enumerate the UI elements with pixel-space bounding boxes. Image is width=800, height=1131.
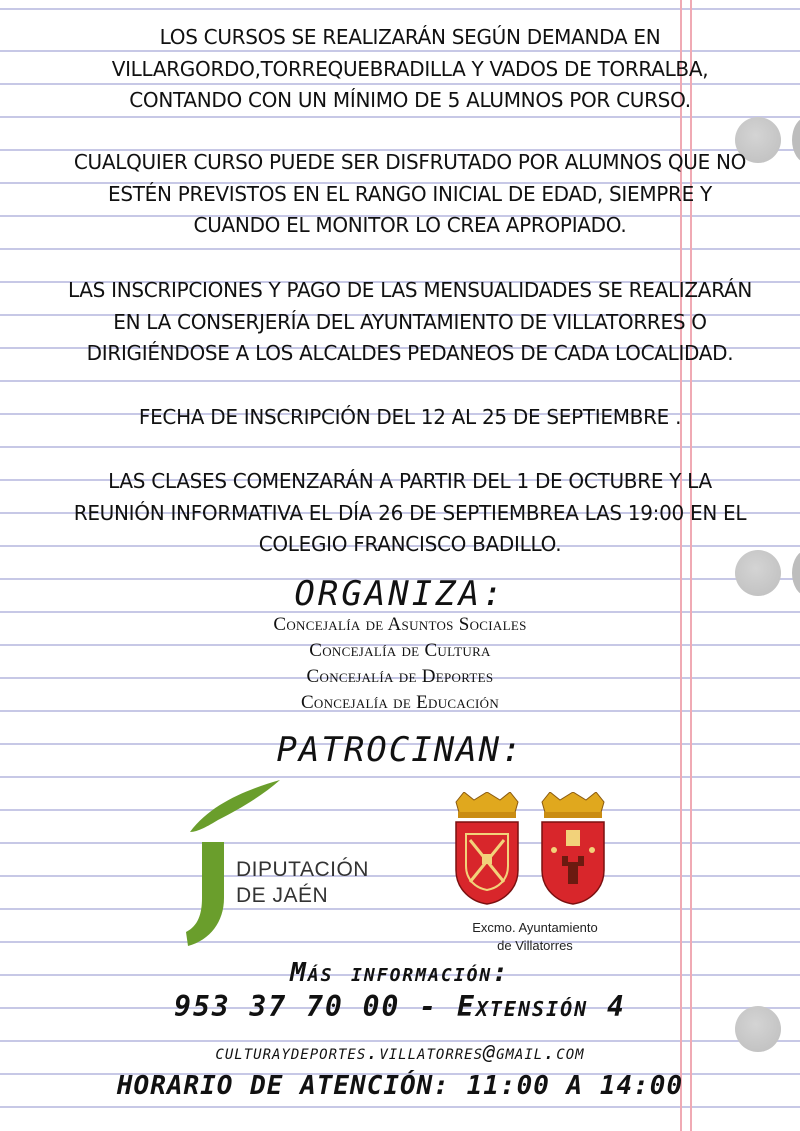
organizer-item: Concejalía de Deportes	[306, 666, 494, 687]
paragraph-registration-dates	[60, 402, 760, 434]
paragraph-line: LAS CLASES COMENZARÁN A PARTIR DEL 1 DE OCTUBRE Y LA	[108, 469, 712, 493]
organizers-list	[0, 612, 800, 716]
contact-email: culturaydeportes.villatorres@gmail.com	[215, 1040, 585, 1064]
organizer-item: Concejalía de Cultura	[309, 640, 491, 661]
organizer-item: Concejalía de Educación	[300, 692, 500, 713]
villatorres-shield-left	[452, 792, 522, 907]
paragraph-line: CONTANDO CON UN MÍNIMO DE 5 ALUMNOS POR CURSO.	[129, 88, 691, 112]
paragraph-age-range	[60, 147, 760, 242]
paragraph-line: CUALQUIER CURSO PUEDE SER DISFRUTADO POR ALUMNOS QUE NO	[73, 150, 747, 174]
more-info-heading: Más información:	[290, 958, 510, 988]
diputacion-name-line1: DIPUTACIÓN	[236, 858, 369, 881]
villatorres-shield-right	[538, 792, 608, 907]
paragraph-line: CUANDO EL MONITOR LO CREA APROPIADO.	[193, 213, 627, 237]
ayuntamiento-name-line1: Excmo. Ayuntamiento	[472, 920, 598, 935]
organizer-item: Concejalía de Asuntos Sociales	[273, 614, 527, 635]
paragraph-line: ESTÉN PREVISTOS EN EL RANGO INICIAL DE EDAD, SIEMPRE Y	[108, 181, 712, 206]
paragraph-line: FECHA DE INSCRIPCIÓN DEL 12 AL 25 DE SEPTIEMBRE .	[138, 405, 682, 429]
logo-leaf	[190, 780, 280, 832]
binder-hole-edge-top	[792, 117, 800, 163]
paragraph-line: REUNIÓN INFORMATIVA EL DÍA 26 DE SEPTIEMBREA LAS 19:00 EN EL	[73, 500, 747, 525]
paragraph-line: EN LA CONSERJERÍA DEL AYUNTAMIENTO DE VILLATORRES O	[113, 309, 707, 334]
paragraph-registration	[60, 275, 760, 370]
paragraph-demand	[60, 22, 760, 117]
organiza-heading: ORGANIZA:	[294, 574, 506, 614]
office-hours: HORARIO DE ATENCIÓN: 11:00 A 14:00	[116, 1071, 684, 1101]
paragraph-classes-start	[60, 466, 760, 561]
paragraph-line: COLEGIO FRANCISCO BADILLO.	[258, 532, 562, 556]
diputacion-name-line2: DE JAÉN	[236, 884, 329, 907]
paragraph-line: LOS CURSOS SE REALIZARÁN SEGÚN DEMANDA EN	[159, 25, 661, 49]
paragraph-line: LAS INSCRIPCIONES Y PAGO DE LAS MENSUALIDADES SE REALIZARÁN	[67, 278, 753, 302]
phone-number: 953 37 70 00 - Extensión 4	[174, 990, 626, 1023]
paragraph-line: DIRIGIÉNDOSE A LOS ALCALDES PEDANEOS DE CADA LOCALIDAD.	[86, 341, 734, 365]
paragraph-line: VILLARGORDO,TORREQUEBRADILLA Y VADOS DE TORRALBA,	[111, 56, 709, 81]
ayuntamiento-name-line2: de Villatorres	[497, 938, 573, 953]
patrocinan-heading: PATROCINAN:	[276, 730, 524, 770]
logo-j-stroke	[186, 842, 224, 946]
